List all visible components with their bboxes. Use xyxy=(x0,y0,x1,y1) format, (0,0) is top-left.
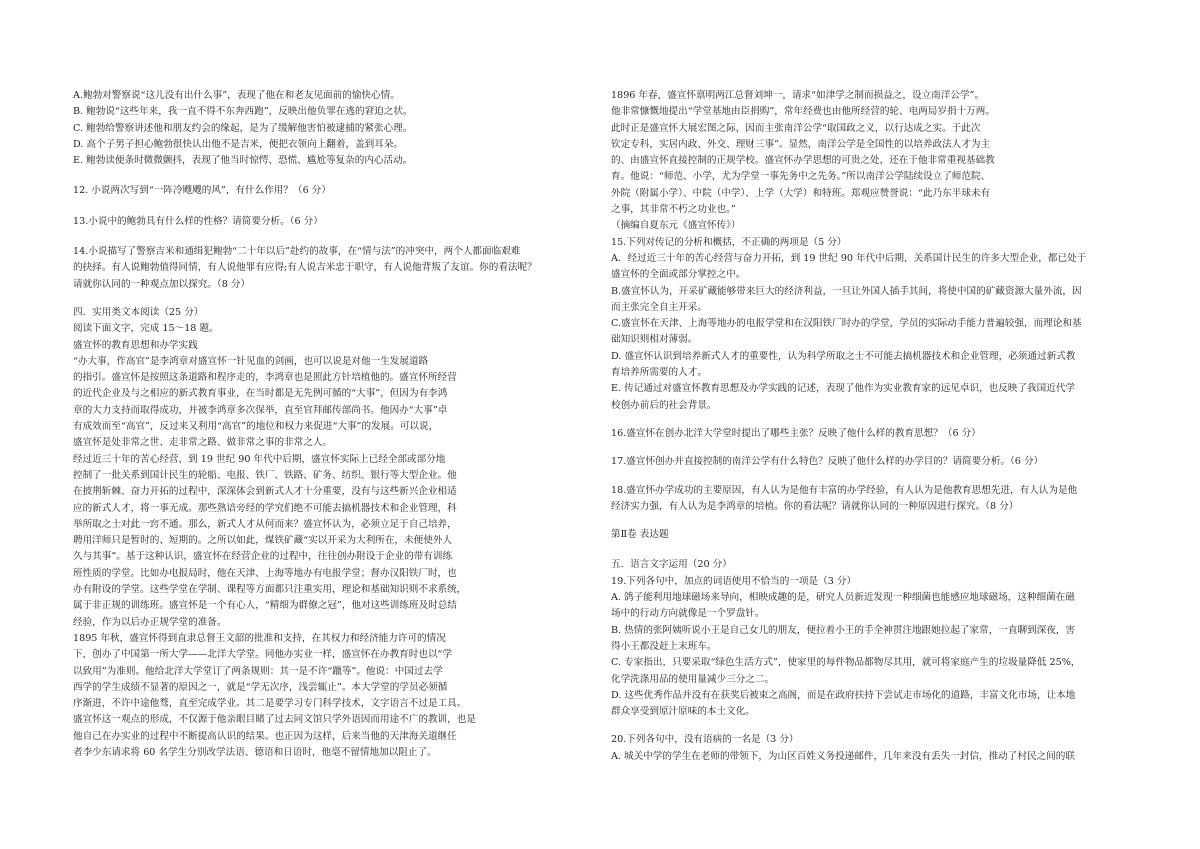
text-line: 四．实用类文本阅读（25 分） xyxy=(73,306,204,318)
text-line: 17.盛宣怀创办并直接控制的南洋公学有什么特色？反映了他什么样的办学目的？请简要分析。（6 分） xyxy=(611,456,1044,468)
text-line: B.盛宣怀认为，开采矿藏能够带来巨大的经济利益，一旦让外国人插手其间，将使中国的矿藏资源大量外流，因 xyxy=(611,285,1082,297)
text-line: 五．语言文字运用（20 分） xyxy=(611,559,732,571)
left-block-1 xyxy=(73,183,578,199)
text-line: D. 这些优秀作品并没有在获奖后被束之高阁，而是在政府扶持下尝试走市场化的道路，丰富文化市场，让本地 xyxy=(611,689,1076,701)
text-line: 盛宣怀是处非常之世、走非常之路、做非常之事的非常之人。 xyxy=(73,437,333,449)
right-block-0 xyxy=(611,88,1131,235)
right-block-5 xyxy=(611,527,1131,543)
text-line: A.鲍勃对警察说“这儿没有出什么事”，表现了他在和老友见面前的愉快心情。 xyxy=(73,90,400,101)
text-line: C. 鲍勃给警察讲述他和朋友约会的缘起，是为了缓解他害怕被逮捕的紧张心理。 xyxy=(73,122,413,134)
text-line: 序渐进，不许中途他骛，直至完成学业。其二是要学习专门科学技术，文字语言不过是工具。 xyxy=(73,698,467,710)
left-column xyxy=(73,88,578,761)
text-line: 20.下列各句中，没有语病的一名是（3 分） xyxy=(611,734,799,746)
text-line: C. 专家指出，只要采取“绿色生活方式”，使家里的每件物品都物尽其用，就可将家庭产生的垃圾量降低 25%， xyxy=(611,657,1081,669)
text-line: A．经过近三十年的苦心经营与奋力开拓，到 19 世纪 90 年代中后期，关系国计民生的许多大型企业，都已处于 xyxy=(611,252,1087,264)
left-block-0 xyxy=(73,88,578,169)
left-block-3 xyxy=(73,244,578,293)
text-line: 1895 年秋，盛宣怀得到直隶总督王文韶的批准和支持，在其权力和经济能力许可的情况 xyxy=(73,632,446,644)
right-block-6 xyxy=(611,557,1131,720)
right-block-3 xyxy=(611,454,1131,470)
text-line: D. 高个子男子担心鲍勃很快认出他不是吉米，便把衣领向上翻着，盖到耳朵。 xyxy=(73,138,404,150)
text-line: 下，创办了中国第一所大学——北洋大学堂。同他办实业一样，盛宣怀在办教育时也以“学 xyxy=(73,649,453,661)
right-column xyxy=(611,88,1131,765)
text-line: 在披荆斩棘、奋力开拓的过程中，深深体会到新式人才十分重要，没有与这些新兴企业相适 xyxy=(73,486,457,498)
text-line: 19.下列各句中，加点的词语使用不恰当的一项是（3 分） xyxy=(611,575,857,587)
text-line: 经验，作为以后办正规学堂的准备。 xyxy=(73,616,227,628)
text-line: 之事，其非常不朽之功业也。” xyxy=(611,204,736,216)
text-line: 群众享受到原汁原味的本土文化。 xyxy=(611,706,755,718)
text-line: 钦定专科，实居内政、外交、理财三事”。显然，南洋公学是全国性的以培养政法人才为主 xyxy=(611,138,991,150)
text-line: 化学洗涤用品的使用量减少三分之二。 xyxy=(611,673,775,685)
text-line: 盛宣怀的教育思想和办学实践 xyxy=(73,339,198,351)
text-line: C.盛宣怀在天津、上海等地办的电报学堂和在汉阳铁厂时办的学堂，学员的实际动手能力普遍较强，而理论和基 xyxy=(611,318,1082,330)
text-line: 外院（附属小学）、中院（中学）、上学（大学）和特班。郑观应赞誉说：“此乃东半球未有 xyxy=(611,187,991,199)
text-line: 他自己在办实业的过程中不断提高认识的结果。也正因为这样，后来当他的天津海关道继任 xyxy=(73,730,457,742)
text-line: 班性质的学堂。比如办电报局时，他在天津、上海等地办有电报学堂；督办汉阳铁厂时，也 xyxy=(73,567,457,579)
text-line: 场中的行动方向就像是一个罗盘针。 xyxy=(611,608,765,620)
text-line: 聘用洋师只是暂时的、短期的。之所以如此，煤铁矿藏“实以开采为大利所在，未便使外人 xyxy=(73,535,453,547)
text-line: 得小王都没赶上末班车。 xyxy=(611,640,717,652)
text-line: 经过近三十年的苦心经营，到 19 世纪 90 年代中后期，盛宣怀实际上已经全部或部分地 xyxy=(73,453,446,465)
left-block-4 xyxy=(73,305,578,761)
text-line: 有成效而至“高官”，反过来又利用“高官”的地位和权力来促进“大事”的发展。可以说， xyxy=(73,421,439,433)
text-line: A. 城关中学的学生在老师的带领下，为山区百姓义务投递邮件，几年来没有丢失一封信，推动了村民之间的联 xyxy=(611,750,1075,762)
text-line: B. 热情的张阿姨听说小王是自己女儿的朋友，便拉着小王的手全神贯注地跟她拉起了家常，一直聊到深夜，害 xyxy=(611,624,1076,636)
text-line: E. 传记通过对盛宣怀教育思想及办学实践的记述，表现了他作为实业教育家的远见卓识，也反映了我国近代学 xyxy=(611,383,1076,395)
text-line: 者李少东请求将 60 名学生分别改学法语、德语和日语时，他毫不留情地加以阻止了。 xyxy=(73,746,437,758)
text-line: 章的大力支持而取得成功，并被李鸿章多次保举，直至官拜邮传部尚书。他因办“大事”卓 xyxy=(73,404,448,416)
text-line: 15.下列对传记的分析和概括，不正确的两项是（5 分） xyxy=(611,236,847,248)
right-block-2 xyxy=(611,426,1131,442)
text-line: 的、由盛宣怀直接控制的正规学校。盛宣怀办学思想的可贵之处，还在于他非常重视基础教 xyxy=(611,155,995,167)
text-line: 而主张完全自主开采。 xyxy=(611,301,707,313)
text-line: 请就你认同的一种观点加以探究。（8 分） xyxy=(73,278,251,290)
text-line: （摘编自夏东元《盛宣怀传》） xyxy=(611,220,741,232)
text-line: 此时正是盛宣怀大展宏图之际，因而主张南洋公学“取国政之义，以行达成之实。于此次 xyxy=(611,122,981,134)
text-line: 久与其事”。基于这种认识，盛宣怀在经营企业的过程中，往往创办附设于企业的带有训练 xyxy=(73,551,453,563)
text-line: 他非常慷慨地提出“学堂基地由臣捐购”，常年经费也由他所经营的轮、电两局岁捐十万两。 xyxy=(611,106,995,118)
text-line: 以致用”为准则。他给北洋大学堂订了两条规则：其一是不许“躐等”。他说：中国过去学 xyxy=(73,665,443,677)
text-line: A. 鸽子能利用地球磁场来导向，相映成趣的是，研究人员新近发现一种细菌也能感应地球磁场，这种细菌在磁 xyxy=(611,592,1075,604)
text-line: 盛宣怀的全面或部分掌控之中。 xyxy=(611,269,746,281)
text-line: 的抉择。有人说鲍勃值得同情，有人说他罪有应得;有人说吉米忠于职守，有人说他背叛了友谊。你的看法呢？ xyxy=(73,262,537,274)
text-line: 18.盛宣怀办学成功的主要原因，有人认为是他有丰富的办学经验，有人认为是他教育思想先进，有人认为是他 xyxy=(611,484,1078,496)
text-line: 14.小说描写了警察吉米和通缉犯鲍勃“二十年以后”赴约的故事，在“情与法”的冲突中，两个人都面临艰难 xyxy=(73,246,521,258)
text-line: E. 鲍勃读便条时微微颤抖，表现了他当时惊愕、恐慌、尴尬等复杂的内心活动。 xyxy=(73,155,413,167)
text-line: 经济实力强，有人认为是李鸿章的培植。你的看法呢？请就你认同的一种原因进行探究。（8 分） xyxy=(611,500,1019,512)
text-line: B. 鲍勃说“这些年来，我一直不得不东奔西跑”，反映出他负罪在逃的窘迫之状。 xyxy=(73,106,413,118)
text-line: “办大事，作高官”是李鸿章对盛宣怀一针见血的剑画，也可以说是对他一生发展道路 xyxy=(73,355,429,367)
text-line: 属于非正规的训练班。盛宣怀是一个有心人，“精细为群僚之冠”，他对这些训练班及时总结 xyxy=(73,600,457,612)
text-line: 阅读下面文字，完成 15～18 题。 xyxy=(73,323,219,335)
text-line: 举所取之士对此一窍不通。那么，新式人才从何而来？盛宣怀认为，必须立足于自己培养， xyxy=(73,518,457,530)
text-line: 办有附设的学堂。这些学堂在学制、课程等方面都只注重实用，理论和基础知识则不求系统， xyxy=(73,584,467,596)
right-block-1 xyxy=(611,235,1131,414)
text-line: 13.小说中的鲍勃具有什么样的性格？请简要分析。（6 分） xyxy=(73,215,323,227)
text-line: 西学的学生成绩不显著的原因之一，就是“学无次序，浅尝辄止”。本大学堂的学员必须循 xyxy=(73,681,448,693)
text-line: 育培养所需要的人才。 xyxy=(611,367,707,379)
text-line: 校创办前后的社会背景。 xyxy=(611,399,717,411)
text-line: 盛宣怀这一观点的形成，不仅源于他亲眼目睹了过去同文馆只学外语因而用途不广的教训，也是 xyxy=(73,714,476,726)
text-line: 的近代企业及与之相应的新式教育事业，在当时都是无先例可循的“大事”，但因为有李鸿 xyxy=(73,388,448,400)
text-line: 应的新式人才，将一事无成。那些熟谙旁经的学究们绝不可能去搞机器技术和企业管理，科 xyxy=(73,502,457,514)
text-line: 的指引。盛宣怀是按照这条道路和程序走的，李鸿章也是照此方针培植他的。盛宣怀所经营 xyxy=(73,372,457,384)
text-line: D. 盛宣怀认识到培养新式人才的重要性，认为科学所取之士不可能去搞机器技术和企业管理，必须通过新式教 xyxy=(611,350,1076,362)
text-line: 12. 小说两次写到“一阵冷飕飕的风”，有什么作用？（6 分） xyxy=(73,185,331,197)
text-line: 育。他说：“师范、小学，尤为学堂一事先务中之先务。”所以南洋公学陆续设立了师范院、 xyxy=(611,171,991,183)
text-line: 础知识则相对薄弱。 xyxy=(611,334,698,346)
text-line: 第Ⅱ卷 表达题 xyxy=(611,529,669,541)
text-line: 控制了一批关系到国计民生的轮船、电报、铁厂、铁路、矿务、纺织、银行等大型企业。他 xyxy=(73,469,457,481)
right-block-7 xyxy=(611,732,1131,765)
text-line: 1896 年春，盛宣怀禀明两江总督刘坤一，请求“如津学之制而损益之，设立南洋公学”。 xyxy=(611,90,985,101)
right-block-4 xyxy=(611,483,1131,516)
text-line: 16.盛宣怀在创办北洋大学堂时提出了哪些主张？反映了他什么样的教育思想？（6 分） xyxy=(611,427,981,439)
left-block-2 xyxy=(73,214,578,230)
